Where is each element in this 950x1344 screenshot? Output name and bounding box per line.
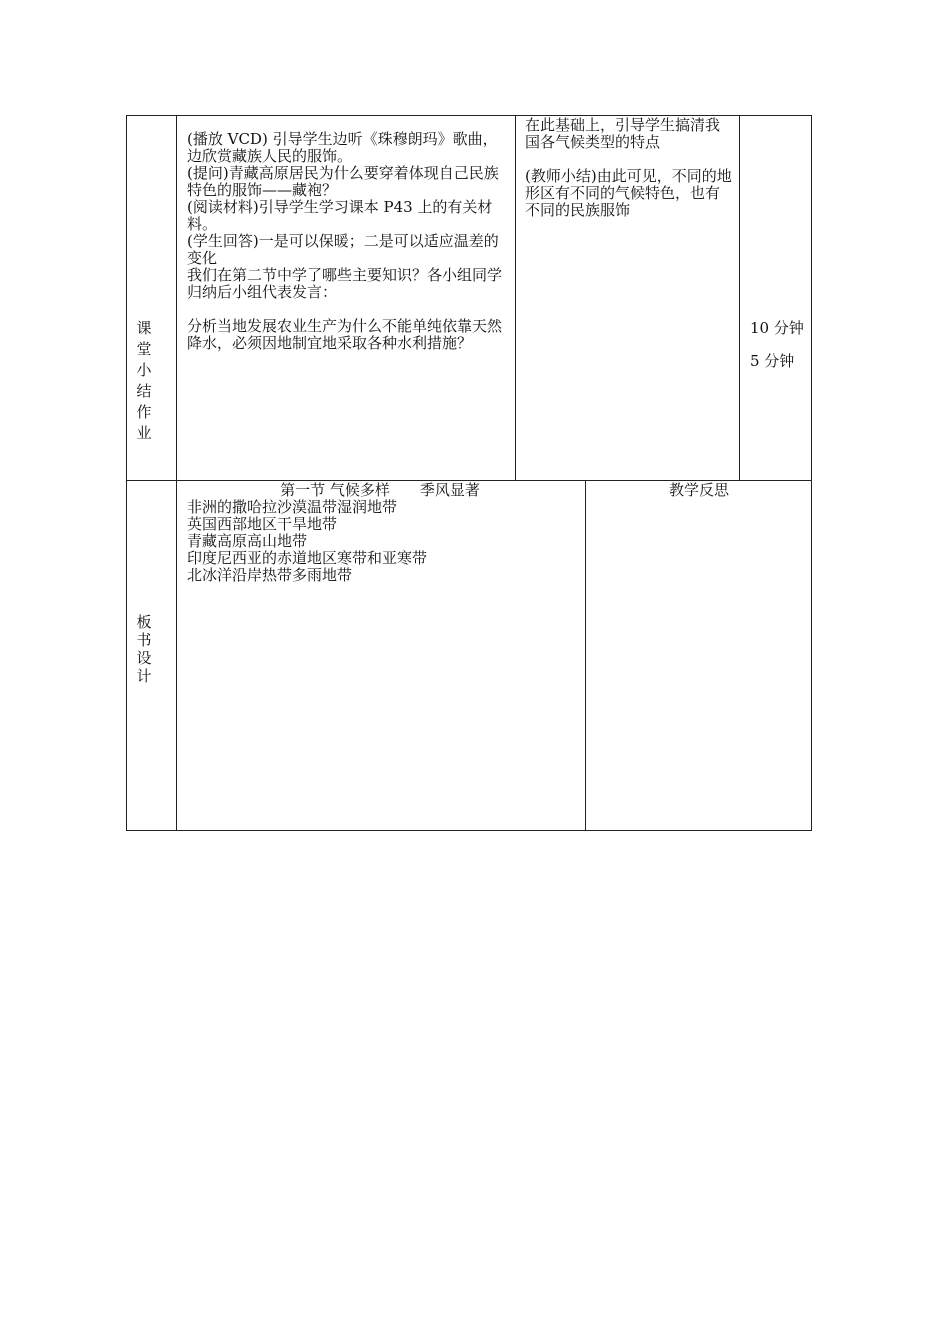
time-allocation: 10 分钟 <box>750 319 804 337</box>
label-char: 书 <box>136 631 152 649</box>
board-content <box>187 499 577 584</box>
label-char: 课 <box>136 319 152 337</box>
time-allocation: 5 分钟 <box>750 352 795 370</box>
label-char: 结 <box>136 382 152 400</box>
activity-line: 我们在第二节中学了哪些主要知识？各小组同学归纳后小组代表发言： <box>187 266 503 301</box>
activities-column <box>187 131 508 352</box>
label-char: 设 <box>136 649 152 667</box>
activity-line: 分析当地发展农业生产为什么不能单纯依靠天然降水，必须因地制宜地采取各种水利措施？ <box>187 317 503 352</box>
activity-line: (阅读材料)引导学生学习课本 P43 上的有关材料。 <box>187 198 493 233</box>
guidance-line <box>525 151 732 168</box>
board-line: 印度尼西亚的赤道地区寒带和亚寒带 <box>187 549 428 567</box>
activity-line: (提问)青藏高原居民为什么要穿着体现自己民族特色的服饰——藏袍？ <box>187 164 499 199</box>
activity-line: (播放 VCD) 引导学生边听《珠穆朗玛》歌曲，边欣赏藏族人民的服饰。 <box>187 130 498 165</box>
board-title: 第一节 气候多样 季风显著 <box>280 481 480 499</box>
divider-reflection <box>585 480 586 831</box>
board-line: 青藏高原高山地带 <box>187 532 308 550</box>
board-line: 北冰洋沿岸热带多雨地带 <box>187 566 353 584</box>
label-char: 计 <box>136 667 152 685</box>
divider-activities <box>515 115 516 481</box>
divider-label <box>176 115 177 481</box>
label-char: 业 <box>136 424 152 442</box>
label-char: 小 <box>136 361 152 379</box>
board-line: 英国西部地区干旱地带 <box>187 515 338 533</box>
reflection-title: 教学反思 <box>668 481 729 499</box>
divider-guidance <box>739 115 740 481</box>
guidance-line: 在此基础上，引导学生搞清我国各气候类型的特点 <box>525 116 721 151</box>
activity-line: (学生回答)一是可以保暖；二是可以适应温差的变化 <box>187 232 499 267</box>
guidance-column <box>525 117 732 219</box>
guidance-line: (教师小结)由此可见，不同的地形区有不同的气候特色，也有不同的民族服饰 <box>525 167 732 219</box>
board-line: 非洲的撒哈拉沙漠温带湿润地带 <box>187 498 398 516</box>
activity-line <box>187 301 508 318</box>
label-char: 堂 <box>136 340 152 358</box>
label-char: 板 <box>136 613 152 631</box>
label-char: 作 <box>136 403 152 421</box>
divider-label <box>176 480 177 831</box>
